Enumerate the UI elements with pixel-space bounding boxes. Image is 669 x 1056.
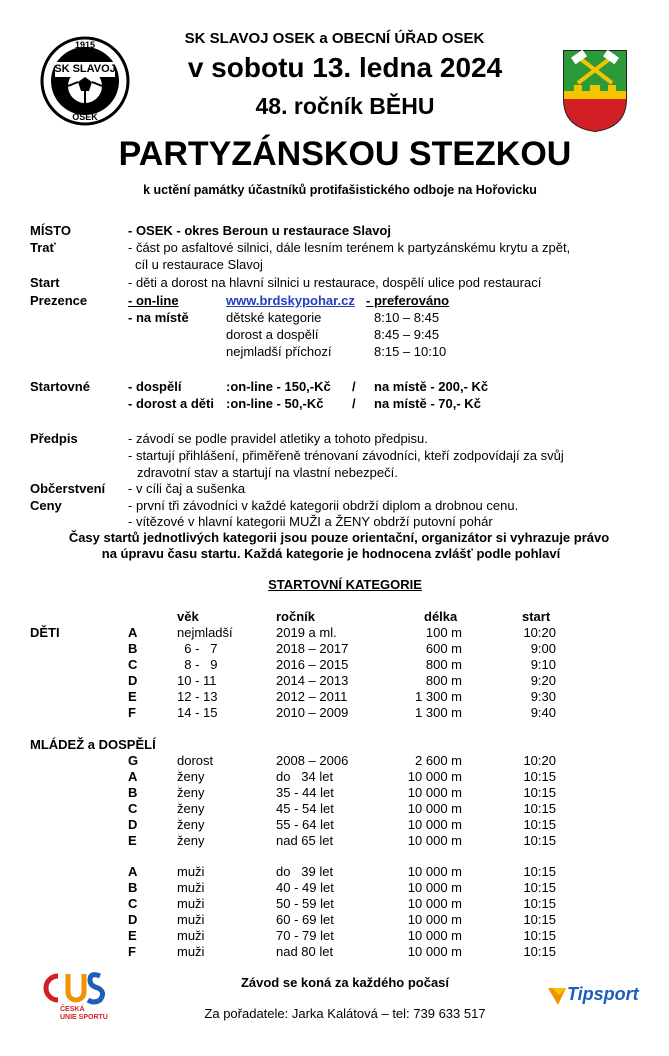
club-logo-name: SK SLAVOJ [54, 63, 116, 75]
category-age-cell: 8 - 9 [177, 657, 218, 672]
fee-who-2: - dorost a děti [128, 396, 214, 411]
rules-line2: - startují přihlášení, přiměřeně trénovaní závodníci, kteří zodpovídají za svůj [128, 448, 564, 463]
place-value: - OSEK - okres Beroun u restaurace Slavoj [128, 223, 391, 238]
fee-sep-1: / [352, 379, 356, 394]
refresh-value: - v cíli čaj a sušenka [128, 481, 246, 496]
category-age-cell: muži [177, 896, 205, 911]
event-title: PARTYZÁNSKOU STEZKOU [118, 135, 572, 173]
category-cat-cell: B [128, 641, 138, 656]
category-age-cell: 10 - 11 [177, 673, 217, 688]
category-length-cell: 600 m [425, 641, 462, 656]
category-year-cell: 45 - 54 let [276, 801, 334, 816]
rules-line1: - závodí se podle pravidel atletiky a tohoto předpisu. [128, 431, 428, 446]
category-year-cell: 2012 – 2011 [276, 689, 348, 704]
fee-sep-2: / [352, 396, 356, 411]
category-age-cell: ženy [177, 833, 205, 848]
start-label: Start [30, 275, 60, 290]
category-start-cell: 10:15 [523, 817, 556, 832]
category-cat-cell: A [128, 769, 138, 784]
fee-onsite-1: na místě - 200,- Kč [374, 379, 489, 394]
presence-cat-1: dětské kategorie [226, 310, 322, 325]
fee-online-2: :on-line - 50,-Kč [226, 396, 324, 411]
weather-note: Závod se koná za každého počasí [240, 975, 450, 990]
event-edition: 48. ročník BĚHU [255, 93, 435, 119]
presence-time-3: 8:15 – 10:10 [374, 344, 447, 359]
category-start-cell: 10:15 [523, 880, 556, 895]
fee-who-1: - dospělí [128, 379, 182, 394]
category-year-cell: 70 - 79 let [276, 928, 334, 943]
categories-heading: STARTOVNÍ KATEGORIE [268, 577, 422, 592]
category-age-cell: muži [177, 944, 205, 959]
category-start-cell: 10:15 [523, 769, 556, 784]
category-length-cell: 10 000 m [407, 944, 462, 959]
track-label: Trať [30, 240, 56, 255]
category-length-cell: 10 000 m [407, 880, 462, 895]
category-year-cell: do 39 let [276, 864, 334, 879]
notice-line1: Časy startů jednotlivých kategorii jsou pouze orientační, organizátor si vyhrazuje právo [68, 530, 610, 545]
presence-onsite: - na místě [128, 310, 189, 325]
category-length-cell: 10 000 m [407, 864, 462, 879]
category-start-cell: 9:00 [530, 641, 556, 656]
category-length-cell: 10 000 m [407, 833, 462, 848]
category-start-cell: 10:20 [523, 753, 556, 768]
category-length-cell: 1 300 m [415, 705, 462, 720]
category-length-cell: 10 000 m [407, 801, 462, 816]
category-age-cell: muži [177, 912, 205, 927]
contact-line: Za pořadatele: Jarka Kalátová – tel: 739 633 517 [204, 1006, 486, 1021]
category-age-cell: nejmladší [177, 625, 233, 640]
presence-label: Prezence [30, 293, 88, 308]
category-age-cell: muži [177, 880, 205, 895]
club-logo-year: 1915 [74, 40, 96, 50]
category-cat-cell: D [128, 817, 138, 832]
category-length-cell: 10 000 m [407, 769, 462, 784]
rules-line3: zdravotní stav a startují na vlastní nebezpečí. [137, 465, 398, 480]
event-date: v sobotu 13. ledna 2024 [187, 52, 503, 83]
category-cat-cell: G [128, 753, 139, 768]
category-year-cell: 60 - 69 let [276, 912, 334, 927]
category-start-cell: 9:40 [530, 705, 556, 720]
presence-online: - on-line [128, 293, 179, 308]
fee-onsite-2: na místě - 70,- Kč [374, 396, 481, 411]
organizers-line: SK SLAVOJ OSEK a OBECNÍ ÚŘAD OSEK [184, 30, 485, 47]
presence-time-2: 8:45 – 9:45 [374, 327, 440, 342]
presence-time-1: 8:10 – 8:45 [374, 310, 440, 325]
event-subtitle: k uctění památky účastníků protifašistického odboje na Hořovicku [143, 183, 537, 197]
fee-online-1: :on-line - 150,-Kč [226, 379, 331, 394]
kids-section-label: DĚTI [30, 625, 60, 640]
notice-line2: na úpravu času startu. Každá kategorie je hodnocena zvlášť podle pohlaví [101, 546, 561, 561]
fee-label: Startovné [30, 379, 90, 394]
category-start-cell: 10:15 [523, 801, 556, 816]
category-year-cell: nad 80 let [276, 944, 334, 959]
category-cat-cell: E [128, 833, 137, 848]
tipsport-logo [546, 984, 646, 1008]
category-cat-cell: A [128, 864, 138, 879]
col-length-header: délka [424, 609, 458, 624]
category-cat-cell: C [128, 896, 138, 911]
category-length-cell: 100 m [425, 625, 462, 640]
rules-label: Předpis [30, 431, 78, 446]
category-start-cell: 10:15 [523, 928, 556, 943]
category-age-cell: 12 - 13 [177, 689, 218, 704]
club-logo-town: OSEK [72, 112, 98, 122]
category-age-cell: dorost [177, 753, 214, 768]
category-year-cell: 2016 – 2015 [276, 657, 349, 672]
category-length-cell: 800 m [425, 673, 462, 688]
category-length-cell: 1 300 m [415, 689, 462, 704]
category-year-cell: 2018 – 2017 [276, 641, 349, 656]
category-year-cell: 2019 a ml. [276, 625, 337, 640]
presence-cat-2: dorost a dospělí [226, 327, 319, 342]
presence-cat-3: nejmladší příchozí [226, 344, 332, 359]
category-start-cell: 10:15 [523, 944, 556, 959]
category-age-cell: ženy [177, 817, 205, 832]
presence-preferred: - preferováno [366, 293, 450, 308]
place-label: MÍSTO [30, 223, 71, 238]
category-age-cell: ženy [177, 801, 205, 816]
category-length-cell: 10 000 m [407, 912, 462, 927]
category-start-cell: 10:15 [523, 864, 556, 879]
category-year-cell: 40 - 49 let [276, 880, 334, 895]
category-start-cell: 10:15 [523, 785, 556, 800]
track-line2: cíl u restaurace Slavoj [135, 257, 263, 272]
category-cat-cell: A [128, 625, 138, 640]
category-year-cell: 2014 – 2013 [276, 673, 349, 688]
category-year-cell: do 34 let [276, 769, 334, 784]
refresh-label: Občerstvení [30, 481, 106, 496]
category-cat-cell: D [128, 673, 138, 688]
category-length-cell: 10 000 m [407, 896, 462, 911]
category-age-cell: 14 - 15 [177, 705, 218, 720]
prizes-label: Ceny [30, 498, 62, 513]
category-cat-cell: F [128, 944, 136, 959]
category-start-cell: 10:20 [523, 625, 556, 640]
category-start-cell: 10:15 [523, 912, 556, 927]
category-start-cell: 9:20 [530, 673, 556, 688]
category-year-cell: 55 - 64 let [276, 817, 334, 832]
category-year-cell: 2008 – 2006 [276, 753, 349, 768]
category-start-cell: 10:15 [523, 833, 556, 848]
cus-logo-text2: UNIE SPORTU [60, 1014, 108, 1021]
category-age-cell: 6 - 7 [177, 641, 218, 656]
category-age-cell: ženy [177, 785, 205, 800]
category-year-cell: 2010 – 2009 [276, 705, 349, 720]
category-year-cell: nad 65 let [276, 833, 334, 848]
category-cat-cell: B [128, 785, 138, 800]
category-length-cell: 10 000 m [407, 817, 462, 832]
category-length-cell: 10 000 m [407, 785, 462, 800]
category-start-cell: 9:10 [530, 657, 556, 672]
category-length-cell: 10 000 m [407, 928, 462, 943]
col-age-header: věk [177, 609, 199, 624]
category-cat-cell: D [128, 912, 138, 927]
category-cat-cell: E [128, 689, 137, 704]
tipsport-text: Tipsport [567, 984, 639, 1004]
category-length-cell: 800 m [425, 657, 462, 672]
category-cat-cell: C [128, 657, 138, 672]
track-line1: - část po asfaltové silnici, dále lesním terénem k partyzánskému krytu a zpět, [128, 240, 571, 255]
category-cat-cell: F [128, 705, 136, 720]
category-start-cell: 9:30 [530, 689, 556, 704]
registration-link[interactable]: www.brdskypohar.cz [226, 293, 355, 308]
category-cat-cell: E [128, 928, 137, 943]
col-start-header: start [522, 609, 551, 624]
category-start-cell: 10:15 [523, 896, 556, 911]
prizes-line1: - první tři závodníci v každé kategorii obdrží diplom a drobnou cenu. [128, 498, 519, 513]
category-length-cell: 2 600 m [415, 753, 462, 768]
category-age-cell: muži [177, 864, 205, 879]
start-value: - děti a dorost na hlavní silnici u restaurace, dospělí ulice pod restaurací [128, 275, 542, 290]
cus-logo-text1: ČESKÁ [60, 1006, 85, 1013]
prizes-line2: - vítězové v hlavní kategorii MUŽI a ŽENY obdrží putovní pohár [128, 514, 493, 529]
category-age-cell: ženy [177, 769, 205, 784]
category-cat-cell: C [128, 801, 138, 816]
category-cat-cell: B [128, 880, 138, 895]
col-year-header: ročník [276, 609, 316, 624]
category-year-cell: 35 - 44 let [276, 785, 334, 800]
category-age-cell: muži [177, 928, 205, 943]
adults-section-label: MLÁDEŽ a DOSPĚLÍ [30, 737, 156, 752]
category-year-cell: 50 - 59 let [276, 896, 334, 911]
